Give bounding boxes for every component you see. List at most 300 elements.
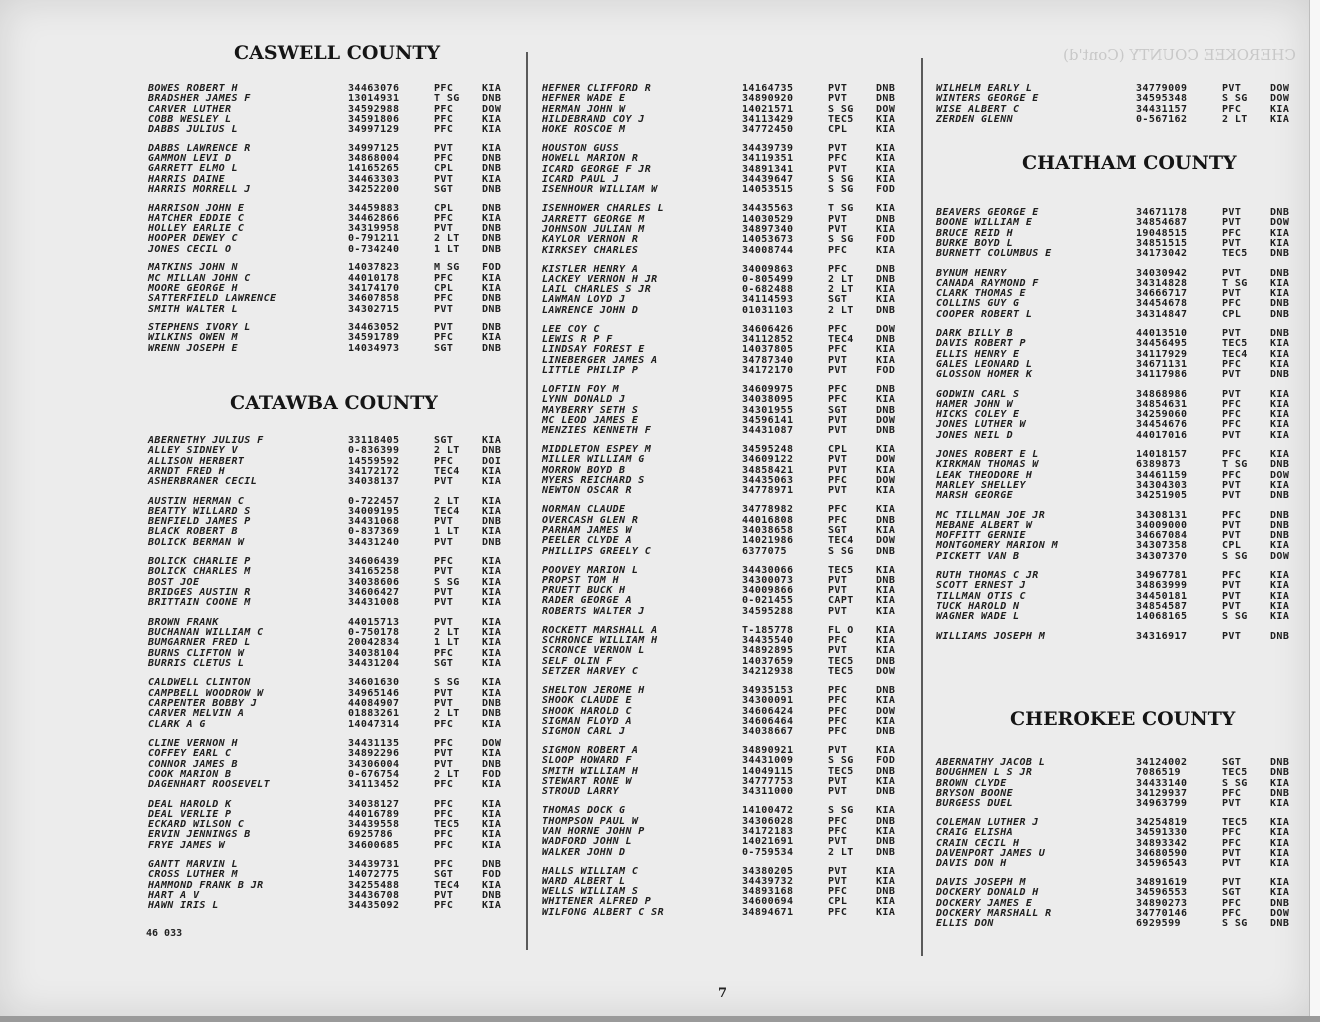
record-status: DNB (876, 846, 896, 858)
record-status: KIA (482, 597, 502, 609)
record-rank: PVT (828, 93, 848, 105)
record-status: KIA (876, 825, 896, 837)
record-rank: S SG (434, 576, 460, 588)
record-serial: 34463303 (348, 173, 400, 185)
record-status: DNB (876, 836, 896, 848)
record-status: KIA (876, 444, 896, 456)
record-name: CONNOR JAMES B (148, 758, 238, 770)
record-name: THOMPSON PAUL W (542, 815, 639, 827)
record-name: PICKETT VAN B (936, 550, 1020, 562)
record-status: DNB (482, 342, 502, 354)
record-rank: CPL (434, 282, 454, 294)
record-name: LAIL CHARLES S JR (542, 284, 652, 296)
record-name: GAMMON LEVI D (148, 153, 232, 165)
record-rank: PVT (434, 687, 454, 699)
record-status: FOD (482, 768, 502, 780)
record-serial: 34435092 (348, 900, 400, 912)
record-serial: 34435063 (742, 475, 794, 487)
record-name: WHITENER ALFRED P (542, 896, 652, 908)
record-rank: T SG (434, 93, 460, 105)
record-rank: PFC (434, 900, 454, 912)
record-serial: 34596553 (1136, 887, 1188, 899)
record-serial: 34172172 (348, 465, 400, 477)
record-rank: CPL (1222, 308, 1242, 320)
record-name: BURNS CLIFTON W (148, 647, 245, 659)
record-rank: CAPT (828, 595, 854, 607)
record-serial: 34967781 (1136, 570, 1188, 581)
record-name: HICKS COLEY E (936, 409, 1020, 421)
record-rank: PFC (434, 153, 454, 165)
record-serial: 14037805 (742, 344, 794, 356)
record-name: JONES LUTHER W (936, 419, 1026, 431)
record-serial: 34251905 (1136, 490, 1188, 502)
record-status: DNB (482, 859, 502, 871)
record-serial: 34596141 (742, 414, 794, 426)
record-status: KIA (482, 647, 502, 659)
record-status: KIA (482, 839, 502, 851)
record-serial: 34600694 (742, 896, 794, 908)
record-rank: TEC4 (434, 879, 460, 891)
record-name: TILLMAN OTIS C (936, 590, 1026, 602)
record-rank: TEC5 (1222, 817, 1248, 828)
record-name: MAYBERRY SETH S (542, 404, 639, 416)
record-name: LACKEY VERNON H JR (542, 273, 658, 285)
record-status: KIA (1270, 277, 1290, 289)
record-serial: 34854587 (1136, 600, 1188, 612)
record-name: WISE ALBERT C (936, 103, 1020, 115)
record-serial: 34173042 (1136, 248, 1188, 260)
record-serial: 14165265 (348, 163, 400, 175)
record-name: WILFONG ALBERT C SR (542, 906, 664, 918)
record-name: SATTERFIELD LAWRENCE (148, 293, 277, 305)
record-rank: PVT (828, 485, 848, 497)
record-serial: 34431009 (742, 755, 794, 767)
record-status: DNB (876, 263, 896, 275)
record-rank: PFC (434, 332, 454, 344)
record-rank: PVT (1222, 83, 1242, 94)
record-serial: 34858421 (742, 464, 794, 476)
record-status: KIA (1270, 887, 1290, 899)
record-serial: 14018157 (1136, 449, 1188, 460)
record-status: DNB (876, 425, 896, 437)
record-status: KIA (876, 524, 896, 536)
record-status: KIA (482, 808, 502, 820)
record-status: KIA (876, 896, 896, 908)
record-serial: 34314828 (1136, 277, 1188, 289)
column-divider (526, 52, 528, 950)
record-rank: PFC (434, 293, 454, 305)
record-status: DNB (482, 293, 502, 305)
record-rank: S SG (1222, 93, 1248, 105)
record-serial: 34606464 (742, 715, 794, 727)
record-serial: 34117929 (1136, 348, 1188, 360)
record-status: KIA (876, 294, 896, 306)
record-name: MYERS REICHARD S (542, 475, 645, 487)
record-serial: 34854687 (1136, 217, 1188, 229)
record-rank: S SG (1222, 918, 1248, 930)
record-status: KIA (482, 495, 502, 507)
record-status: KIA (1270, 877, 1290, 888)
record-serial: 34787340 (742, 354, 794, 366)
record-name: HEFNER CLIFFORD R (542, 83, 652, 94)
record-serial: 34606439 (348, 556, 400, 568)
record-rank: PFC (434, 83, 454, 94)
record-serial: 0-750178 (348, 627, 400, 639)
record-name: KIRKSEY CHARLES (542, 244, 639, 256)
record-name: MONTGOMERY MARION M (936, 540, 1058, 552)
record-status: KIA (1270, 398, 1290, 410)
record-serial: 34463052 (348, 322, 400, 334)
record-status: KIA (1270, 570, 1290, 581)
record-rank: PVT (434, 322, 454, 334)
record-rank: PVT (828, 786, 848, 798)
record-status: DNB (482, 758, 502, 770)
record-serial: 34890920 (742, 93, 794, 105)
record-name: BURGESS DUEL (936, 798, 1014, 810)
record-rank: SGT (434, 869, 454, 881)
record-status: DNB (1270, 530, 1290, 542)
record-status: FOD (876, 364, 896, 376)
record-name: LYNN DONALD J (542, 394, 626, 406)
record-status: DNB (1270, 248, 1290, 260)
record-status: KIA (876, 906, 896, 918)
record-rank: TEC4 (434, 465, 460, 477)
record-serial: 14021986 (742, 535, 794, 547)
record-rank: PFC (828, 635, 848, 647)
record-rank: 1 LT (434, 526, 460, 538)
record-serial: 0-682488 (742, 284, 794, 296)
record-serial: 34965146 (348, 687, 400, 699)
record-rank: PFC (828, 825, 848, 837)
record-serial: 34868986 (1136, 388, 1188, 400)
record-status: DNB (876, 93, 896, 105)
record-name: HARRIS DAINE (148, 173, 226, 185)
record-rank: SGT (828, 524, 848, 536)
record-rank: S SG (828, 755, 854, 767)
record-name: MC TILLMAN JOE JR (936, 509, 1046, 521)
record-serial: 0-836399 (348, 445, 400, 457)
record-serial: 34306028 (742, 815, 794, 827)
record-rank: PFC (1222, 837, 1242, 849)
record-rank: CPL (828, 124, 848, 136)
record-name: ABERNATHY JACOB L (936, 757, 1046, 768)
record-name: CLINE VERNON H (148, 738, 238, 749)
record-status: KIA (482, 113, 502, 125)
record-serial: 34038104 (348, 647, 400, 659)
record-name: HAMER JOHN W (936, 398, 1014, 410)
record-serial: 34680590 (1136, 847, 1188, 859)
record-name: CALDWELL CLINTON (148, 677, 251, 689)
record-status: DNB (1270, 918, 1290, 930)
record-name: SCHRONCE WILLIAM H (542, 635, 658, 647)
record-serial: 34454678 (1136, 298, 1188, 310)
record-status: KIA (1270, 449, 1290, 460)
record-rank: PFC (828, 263, 848, 275)
record-name: GANTT MARVIN L (148, 859, 238, 871)
record-status: KIA (1270, 479, 1290, 491)
record-name: BROWN CLYDE (936, 777, 1007, 789)
record-serial: 34609122 (742, 454, 794, 466)
record-name: WELLS WILLIAM S (542, 886, 639, 898)
record-status: KIA (1270, 358, 1290, 370)
record-rank: S SG (828, 234, 854, 246)
record-rank: PVT (434, 303, 454, 315)
record-serial: 34431135 (348, 738, 400, 749)
record-serial: 34591806 (348, 113, 400, 125)
record-name: THOMAS DOCK G (542, 805, 626, 817)
record-serial: 14037823 (348, 262, 400, 274)
record-status: DOW (1270, 217, 1290, 229)
record-rank: TEC4 (434, 505, 460, 517)
record-name: MATKINS JOHN N (148, 262, 238, 274)
record-name: CANADA RAYMOND F (936, 277, 1039, 289)
record-status: KIA (876, 354, 896, 366)
record-status: KIA (876, 124, 896, 136)
record-rank: TEC5 (828, 765, 854, 777)
record-name: HOOPER DEWEY C (148, 233, 238, 245)
record-name: ICARD GEORGE F JR (542, 163, 652, 175)
record-name: HEFNER WADE E (542, 93, 626, 105)
record-status: DOW (876, 475, 896, 487)
record-status: KIA (482, 748, 502, 760)
record-status: DNB (876, 404, 896, 416)
record-serial: 34671178 (1136, 207, 1188, 218)
record-rank: TEC4 (828, 334, 854, 346)
record-name: DAVIS JOSEPH M (936, 877, 1026, 888)
record-serial: T-185778 (742, 624, 794, 636)
record-status: DNB (1270, 207, 1290, 218)
record-rank: PFC (1222, 509, 1242, 521)
record-serial: 34439739 (742, 143, 794, 155)
record-rank: PFC (434, 798, 454, 810)
record-rank: SGT (1222, 757, 1242, 768)
record-serial: 34038137 (348, 476, 400, 488)
record-status: KIA (482, 142, 502, 154)
record-serial: 34595248 (742, 444, 794, 456)
record-status: KIA (1270, 580, 1290, 592)
record-status: KIA (876, 344, 896, 356)
record-rank: PVT (1222, 490, 1242, 502)
record-serial: 19048515 (1136, 227, 1188, 239)
record-status: DNB (876, 574, 896, 586)
record-status: DOW (1270, 93, 1290, 105)
record-status: KIA (876, 776, 896, 788)
record-serial: 34606427 (348, 587, 400, 599)
record-status: DNB (876, 815, 896, 827)
record-rank: PFC (1222, 409, 1242, 421)
record-name: SHOOK CLAUDE E (542, 695, 632, 707)
record-status: KIA (482, 576, 502, 588)
record-name: SIGMON ROBERT A (542, 745, 639, 757)
record-rank: S SG (828, 184, 854, 196)
record-rank: PVT (828, 875, 848, 887)
record-status: KIA (1270, 590, 1290, 602)
record-status: KIA (482, 566, 502, 578)
record-rank: PVT (828, 645, 848, 657)
record-serial: 20042834 (348, 637, 400, 649)
record-rank: PVT (1222, 388, 1242, 400)
record-serial: 34454676 (1136, 419, 1188, 431)
record-serial: 34592988 (348, 103, 400, 115)
record-serial: 34854631 (1136, 398, 1188, 410)
record-status: DNB (1270, 897, 1290, 909)
record-status: DNB (1270, 787, 1290, 799)
record-rank: PFC (434, 124, 454, 136)
record-status: KIA (876, 865, 896, 877)
record-name: ALLISON HERBERT (148, 455, 245, 467)
record-status: KIA (876, 595, 896, 607)
page-edge (1309, 0, 1320, 1022)
record-name: COLLINS GUY G (936, 298, 1020, 310)
record-serial: 0-676754 (348, 768, 400, 780)
record-rank: PVT (434, 173, 454, 185)
record-serial: 34963799 (1136, 798, 1188, 810)
record-status: KIA (482, 332, 502, 344)
record-rank: TEC5 (828, 665, 854, 677)
record-name: BRYSON BOONE (936, 787, 1014, 799)
record-rank: SGT (434, 183, 454, 195)
record-name: HOKE ROSCOE M (542, 124, 626, 136)
record-rank: PVT (1222, 479, 1242, 491)
record-status: KIA (876, 805, 896, 817)
record-name: CRAIG ELISHA (936, 827, 1014, 839)
record-rank: 2 LT (828, 304, 854, 316)
record-name: LEAK THEODORE H (936, 469, 1033, 481)
record-rank: PVT (1222, 877, 1242, 888)
record-rank: TEC5 (1222, 248, 1248, 260)
record-serial: 34038667 (742, 726, 794, 738)
record-status: KIA (876, 875, 896, 887)
record-rank: S SG (828, 805, 854, 817)
record-status: DNB (482, 303, 502, 315)
record-status: KIA (1270, 419, 1290, 431)
record-rank: PVT (828, 605, 848, 617)
page-number: 7 (718, 986, 728, 1001)
record-rank: PFC (434, 808, 454, 820)
record-rank: SGT (434, 342, 454, 354)
record-name: LINEBERGER JAMES A (542, 354, 658, 366)
record-rank: PFC (1222, 827, 1242, 839)
record-serial: 34252200 (348, 183, 400, 195)
record-status: DNB (876, 213, 896, 225)
record-name: MILLER WILLIAM G (542, 454, 645, 466)
record-name: CLARK A G (148, 718, 206, 730)
record-status: DNB (1270, 308, 1290, 320)
record-rank: PVT (1222, 519, 1242, 531)
record-status: DNB (482, 243, 502, 255)
record-serial: 34172183 (742, 825, 794, 837)
record-serial: 14053673 (742, 234, 794, 246)
record-name: ISENHOWER CHARLES L (542, 203, 664, 215)
record-rank: PFC (828, 323, 848, 335)
record-serial: 34009195 (348, 505, 400, 517)
record-rank: PFC (1222, 227, 1242, 239)
record-name: DABBS LAWRENCE R (148, 142, 251, 154)
record-name: ARNDT FRED H (148, 465, 226, 477)
record-name: BURKE BOYD L (936, 237, 1014, 249)
record-rank: PFC (1222, 358, 1242, 370)
record-rank: CPL (828, 896, 848, 908)
record-rank: PVT (1222, 328, 1242, 339)
record-status: DNB (482, 223, 502, 235)
record-name: COBB WESLEY L (148, 113, 232, 125)
record-name: OVERCASH GLEN R (542, 514, 639, 526)
record-serial: 0-734240 (348, 243, 400, 255)
record-status: DNB (1270, 630, 1290, 642)
record-name: BRADSHER JAMES F (148, 93, 251, 105)
record-rank: PFC (434, 272, 454, 284)
record-rank: PVT (1222, 429, 1242, 441)
footer-code: 46 033 (146, 928, 183, 939)
county-heading: CHEROKEE COUNTY (1010, 708, 1236, 730)
record-status: KIA (1270, 798, 1290, 810)
record-rank: PFC (828, 244, 848, 256)
record-serial: 44016808 (742, 514, 794, 526)
record-status: FOD (876, 184, 896, 196)
record-rank: PFC (1222, 449, 1242, 460)
record-name: BUMGARNER FRED L (148, 637, 251, 649)
record-rank: PFC (434, 829, 454, 841)
record-status: KIA (1270, 817, 1290, 828)
record-serial: 14164735 (742, 83, 794, 94)
record-status: KIA (1270, 429, 1290, 441)
record-rank: PVT (828, 414, 848, 426)
record-status: KIA (876, 635, 896, 647)
record-name: CRAIN CECIL H (936, 837, 1020, 849)
record-rank: PVT (434, 223, 454, 235)
record-name: ERVIN JENNINGS B (148, 829, 251, 841)
record-rank: PVT (828, 83, 848, 94)
record-status: KIA (876, 143, 896, 155)
record-status: DOW (876, 535, 896, 547)
record-serial: 44084907 (348, 697, 400, 709)
record-status: DOW (1270, 550, 1290, 562)
record-name: DOCKERY JAMES E (936, 897, 1033, 909)
record-name: WAGNER WADE L (936, 611, 1020, 623)
record-status: DOW (876, 454, 896, 466)
record-serial: 01883261 (348, 708, 400, 720)
record-status: DOW (482, 738, 502, 749)
record-serial: 34311000 (742, 786, 794, 798)
record-rank: 2 LT (1222, 113, 1248, 125)
record-name: BROWN FRANK (148, 616, 219, 628)
record-serial: 34254819 (1136, 817, 1188, 828)
county-heading: CATAWBA COUNTY (230, 392, 438, 414)
record-rank: PFC (828, 815, 848, 827)
record-serial: 34435563 (742, 203, 794, 215)
record-status: DNB (482, 163, 502, 175)
record-name: BURNETT COLUMBUS E (936, 248, 1052, 260)
record-rank: PFC (434, 859, 454, 871)
record-name: HOUSTON GUSS (542, 143, 620, 155)
record-status: KIA (482, 526, 502, 538)
record-status: KIA (482, 282, 502, 294)
record-serial: 34435540 (742, 635, 794, 647)
record-name: DEAL VERLIE P (148, 808, 232, 820)
record-serial: 34307358 (1136, 540, 1188, 552)
record-serial: 34038606 (348, 576, 400, 588)
record-name: BOLICK CHARLIE P (148, 556, 251, 568)
record-name: CARVER MELVIN A (148, 708, 245, 720)
record-rank: PVT (434, 566, 454, 578)
record-serial: 34009866 (742, 585, 794, 597)
record-serial: 34301955 (742, 404, 794, 416)
record-rank: PFC (1222, 570, 1242, 581)
record-rank: PVT (434, 476, 454, 488)
record-rank: SGT (828, 294, 848, 306)
record-status: KIA (876, 223, 896, 235)
record-serial: 34431087 (742, 425, 794, 437)
